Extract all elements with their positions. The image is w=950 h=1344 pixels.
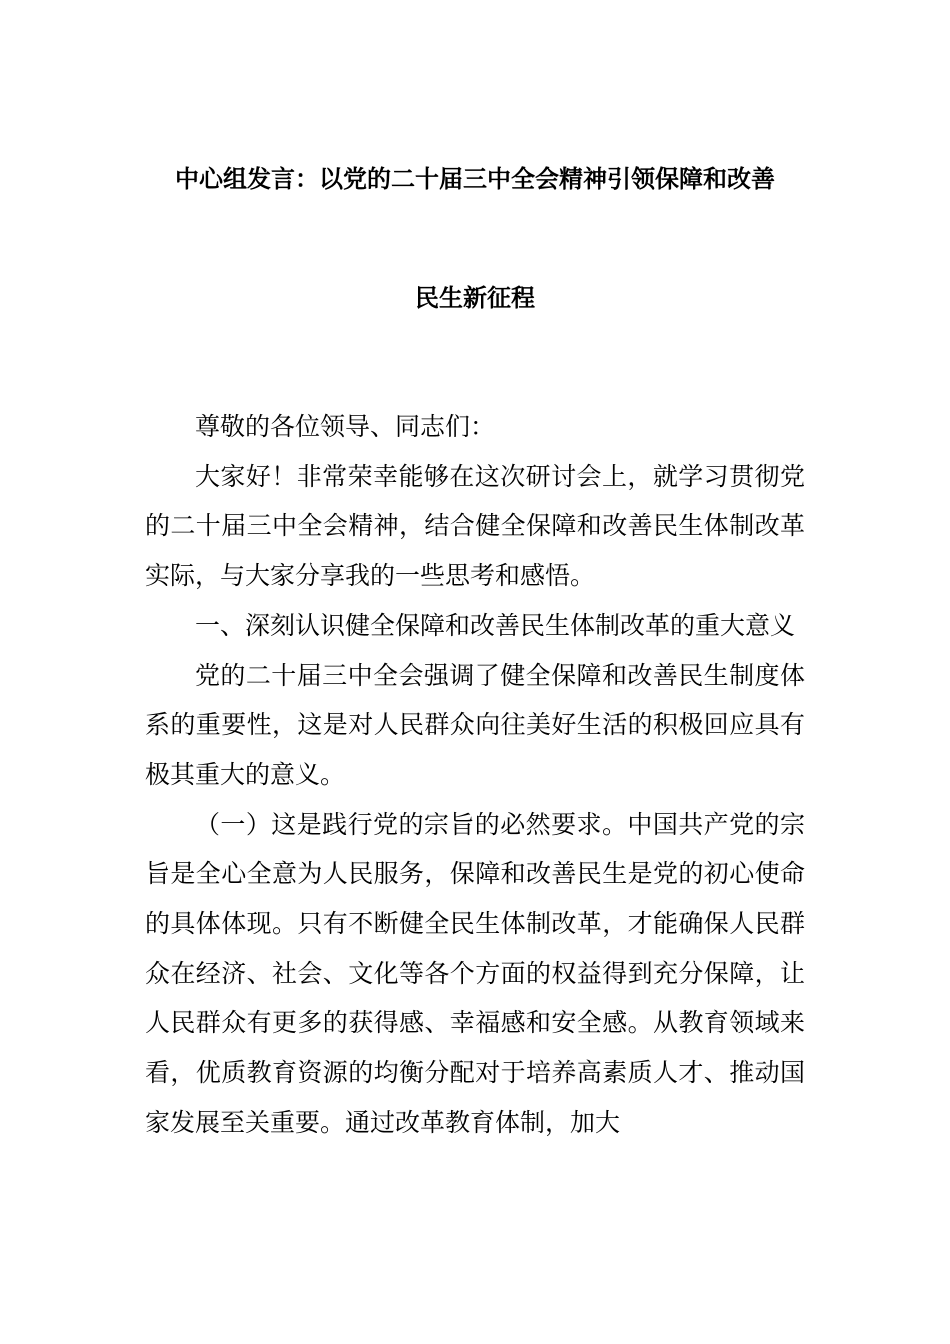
document-title-line-1: 中心组发言：以党的二十届三中全会精神引领保障和改善 [175, 165, 775, 193]
document-body [145, 402, 805, 1148]
salutation-paragraph: 尊敬的各位领导、同志们： [195, 412, 496, 441]
section-heading-1: 一、深刻认识健全保障和改善民生体制改革的重大意义 [195, 610, 796, 640]
opening-paragraph: 大家好！非常荣幸能够在这次研讨会上，就学习贯彻党的二十届三中全会精神，结合健全保障和改善民生体制改革实际，与大家分享我的一些思考和感悟。 [145, 461, 805, 591]
document-title-line-2: 民生新征程 [415, 284, 535, 312]
body-paragraph: 党的二十届三中全会强调了健全保障和改善民生制度体系的重要性，这是对人民群众向往美好生活的积极回应具有极其重大的意义。 [145, 660, 805, 789]
subsection-paragraph-1: （一）这是践行党的宗旨的必然要求。中国共产党的宗旨是全心全意为人民服务，保障和改善民生是党的初心使命的具体体现。只有不断健全民生体制改革，才能确保人民群众在经济、社会、文化等各个方面的权益得到充分保障，让人民群众有更多的获得感、幸福感和安全感。从教育领域来看，优质教育资源的均衡分配对于培养高素质人才、推动国家发展至关重要。通过改革教育体制，加大 [145, 809, 805, 1137]
